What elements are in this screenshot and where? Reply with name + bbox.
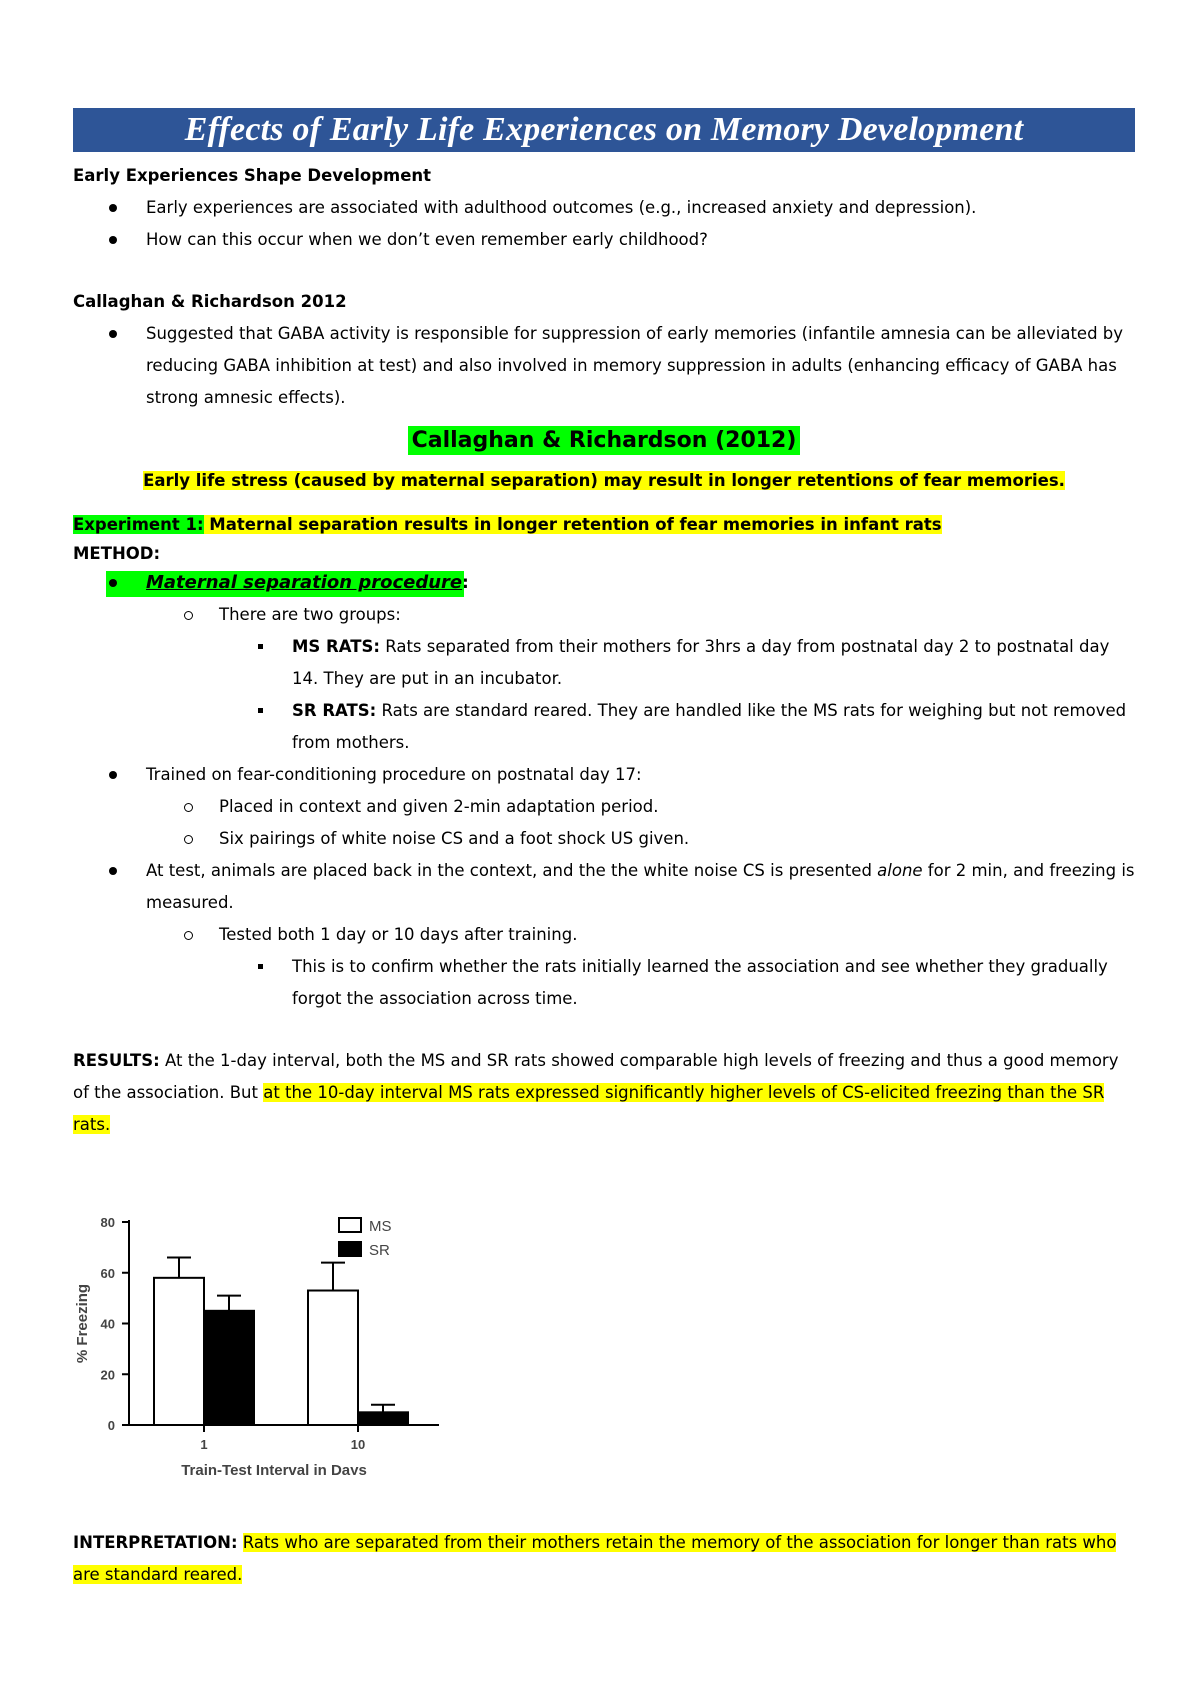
list-item: Trained on fear-conditioning procedure on postnatal day 17: Placed in context and given 2-min adaptation period. Six pairings of white noise CS and a foot shock US given. (146, 759, 1135, 855)
bar-sr (358, 1412, 408, 1425)
bar-ms (154, 1278, 204, 1425)
experiment-title: Maternal separation results in longer retention of fear memories in infant rats (203, 515, 942, 534)
results-paragraph: RESULTS: At the 1-day interval, both the MS and SR rats showed comparable high levels of freezing and thus a good memory of the association. But at the 10-day interval MS rats expressed significantly higher levels of CS-elicited freezing than the SR rats. (73, 1051, 1119, 1134)
study-title: Callaghan & Richardson (2012) (408, 426, 801, 455)
circle-bullet-icon (184, 611, 193, 620)
bar-sr (204, 1311, 254, 1425)
bullet-icon (109, 330, 117, 338)
sr-rats-label: SR RATS: (292, 701, 377, 720)
section-heading-callaghan-2012: Callaghan & Richardson 2012 (73, 292, 347, 311)
legend-label-ms: MS (369, 1218, 392, 1235)
y-tick-label: 0 (107, 1418, 115, 1433)
interpretation-label: INTERPRETATION: (73, 1533, 238, 1552)
experiment-heading (73, 509, 1135, 541)
experiment-label: Experiment 1: (73, 515, 204, 534)
document-page (73, 108, 1135, 1141)
callaghan-list (73, 318, 1135, 414)
legend-swatch-ms (339, 1218, 361, 1232)
list-item: This is to confirm whether the rats initially learned the association and see whether they gradually forgot the association across time. (292, 951, 1135, 1015)
y-tick-label: 80 (100, 1215, 115, 1230)
y-axis-label: % Freezing (74, 1283, 91, 1364)
x-axis-label: Train-Test Interval in Days (181, 1462, 367, 1475)
results-highlight: at the 10-day interval MS rats expressed significantly higher levels of CS-elicited freezing than the SR rats. (73, 1083, 1105, 1134)
square-bullet-icon (258, 708, 263, 713)
groups-list (146, 599, 1135, 759)
list-item: Placed in context and given 2-min adaptation period. (219, 791, 1135, 823)
early-experiences-list (73, 192, 1135, 256)
list-item: SR RATS: Rats are standard reared. They are handled like the MS rats for weighing but not removed from mothers. (292, 695, 1135, 759)
list-item: Suggested that GABA activity is responsible for suppression of early memories (infantile amnesia can be alleviated by reducing GABA inhibition at test) and also involved in memory suppression in adults (enhancing efficacy of GABA has strong amnesic effects). (146, 318, 1135, 414)
circle-bullet-icon (184, 803, 193, 812)
x-tick-label: 10 (350, 1437, 366, 1452)
y-tick-label: 60 (100, 1265, 115, 1281)
procedure-label: Maternal separation procedure (146, 572, 463, 593)
square-bullet-icon (258, 964, 263, 969)
method-label: METHOD: (73, 544, 161, 563)
circle-bullet-icon (184, 835, 193, 844)
group-details-list (219, 631, 1135, 759)
test-list (146, 919, 1135, 1015)
list-item: Early experiences are associated with adulthood outcomes (e.g., increased anxiety and depression). (146, 192, 1135, 224)
list-item: Tested both 1 day or 10 days after training. This is to confirm whether the rats initially learned the association and see whether they gradually forgot the association across time. (219, 919, 1135, 1015)
results-label: RESULTS: (73, 1051, 160, 1070)
y-tick-label: 20 (100, 1367, 115, 1383)
x-tick-label: 1 (200, 1437, 208, 1452)
list-item: Six pairings of white noise CS and a foot shock US given. (219, 823, 1135, 855)
bullet-icon (109, 236, 117, 244)
interpretation-highlight: Rats who are separated from their mothers retain the memory of the association for longer than rats who are standard reared. (73, 1533, 1117, 1584)
bullet-icon (109, 771, 117, 779)
interpretation-paragraph (73, 1527, 1135, 1591)
document-title: Effects of Early Life Experiences on Memory Development (184, 111, 1024, 148)
circle-bullet-icon (184, 931, 193, 940)
bullet-icon (109, 204, 117, 212)
list-item: MS RATS: Rats separated from their mothers for 3hrs a day from postnatal day 2 to postnatal day 14. They are put in an incubator. (292, 631, 1135, 695)
y-tick-label: 40 (100, 1316, 115, 1332)
legend-label-sr: SR (369, 1242, 390, 1259)
square-bullet-icon (258, 644, 263, 649)
legend-swatch-sr (339, 1242, 361, 1256)
section-heading-early-experiences: Early Experiences Shape Development (73, 166, 432, 185)
list-item: How can this occur when we don’t even remember early childhood? (146, 224, 1135, 256)
bullet-icon (109, 579, 117, 587)
hypothesis-row (73, 465, 1135, 497)
list-item: Maternal separation procedure: There are two groups: MS RATS: Rats separated from their mothers for 3hrs a day from postnatal day 2 to postnatal day 14. They are put in an incubator. SR RATS: Rats are standard reared. They are handled like the MS rats for weighing but not removed from mothers. (146, 567, 1135, 759)
hypothesis-text: Early life stress (caused by maternal separation) may result in longer retentions of fear memories. (143, 471, 1065, 490)
list-item: There are two groups: MS RATS: Rats separated from their mothers for 3hrs a day from postnatal day 2 to postnatal day 14. They are put in an incubator. SR RATS: Rats are standard reared. They are handled like the MS rats for weighing but not removed from mothers. (219, 599, 1135, 759)
study-title-row (73, 428, 1135, 453)
method-list (73, 567, 1135, 1015)
test-detail-list (219, 951, 1135, 1015)
bullet-icon (109, 867, 117, 875)
ms-rats-label: MS RATS: (292, 637, 380, 656)
chart-svg (67, 1200, 467, 1475)
title-banner (73, 108, 1135, 152)
bar-ms (308, 1291, 358, 1425)
training-list (146, 791, 1135, 855)
list-item: At test, animals are placed back in the context, and the the white noise CS is presented alone for 2 min, and freezing is measured. Tested both 1 day or 10 days after training. This is to confirm whether the rats initially learned the association and see whether they gradually forgot the association across time. (146, 855, 1135, 1015)
freezing-bar-chart (67, 1200, 467, 1475)
